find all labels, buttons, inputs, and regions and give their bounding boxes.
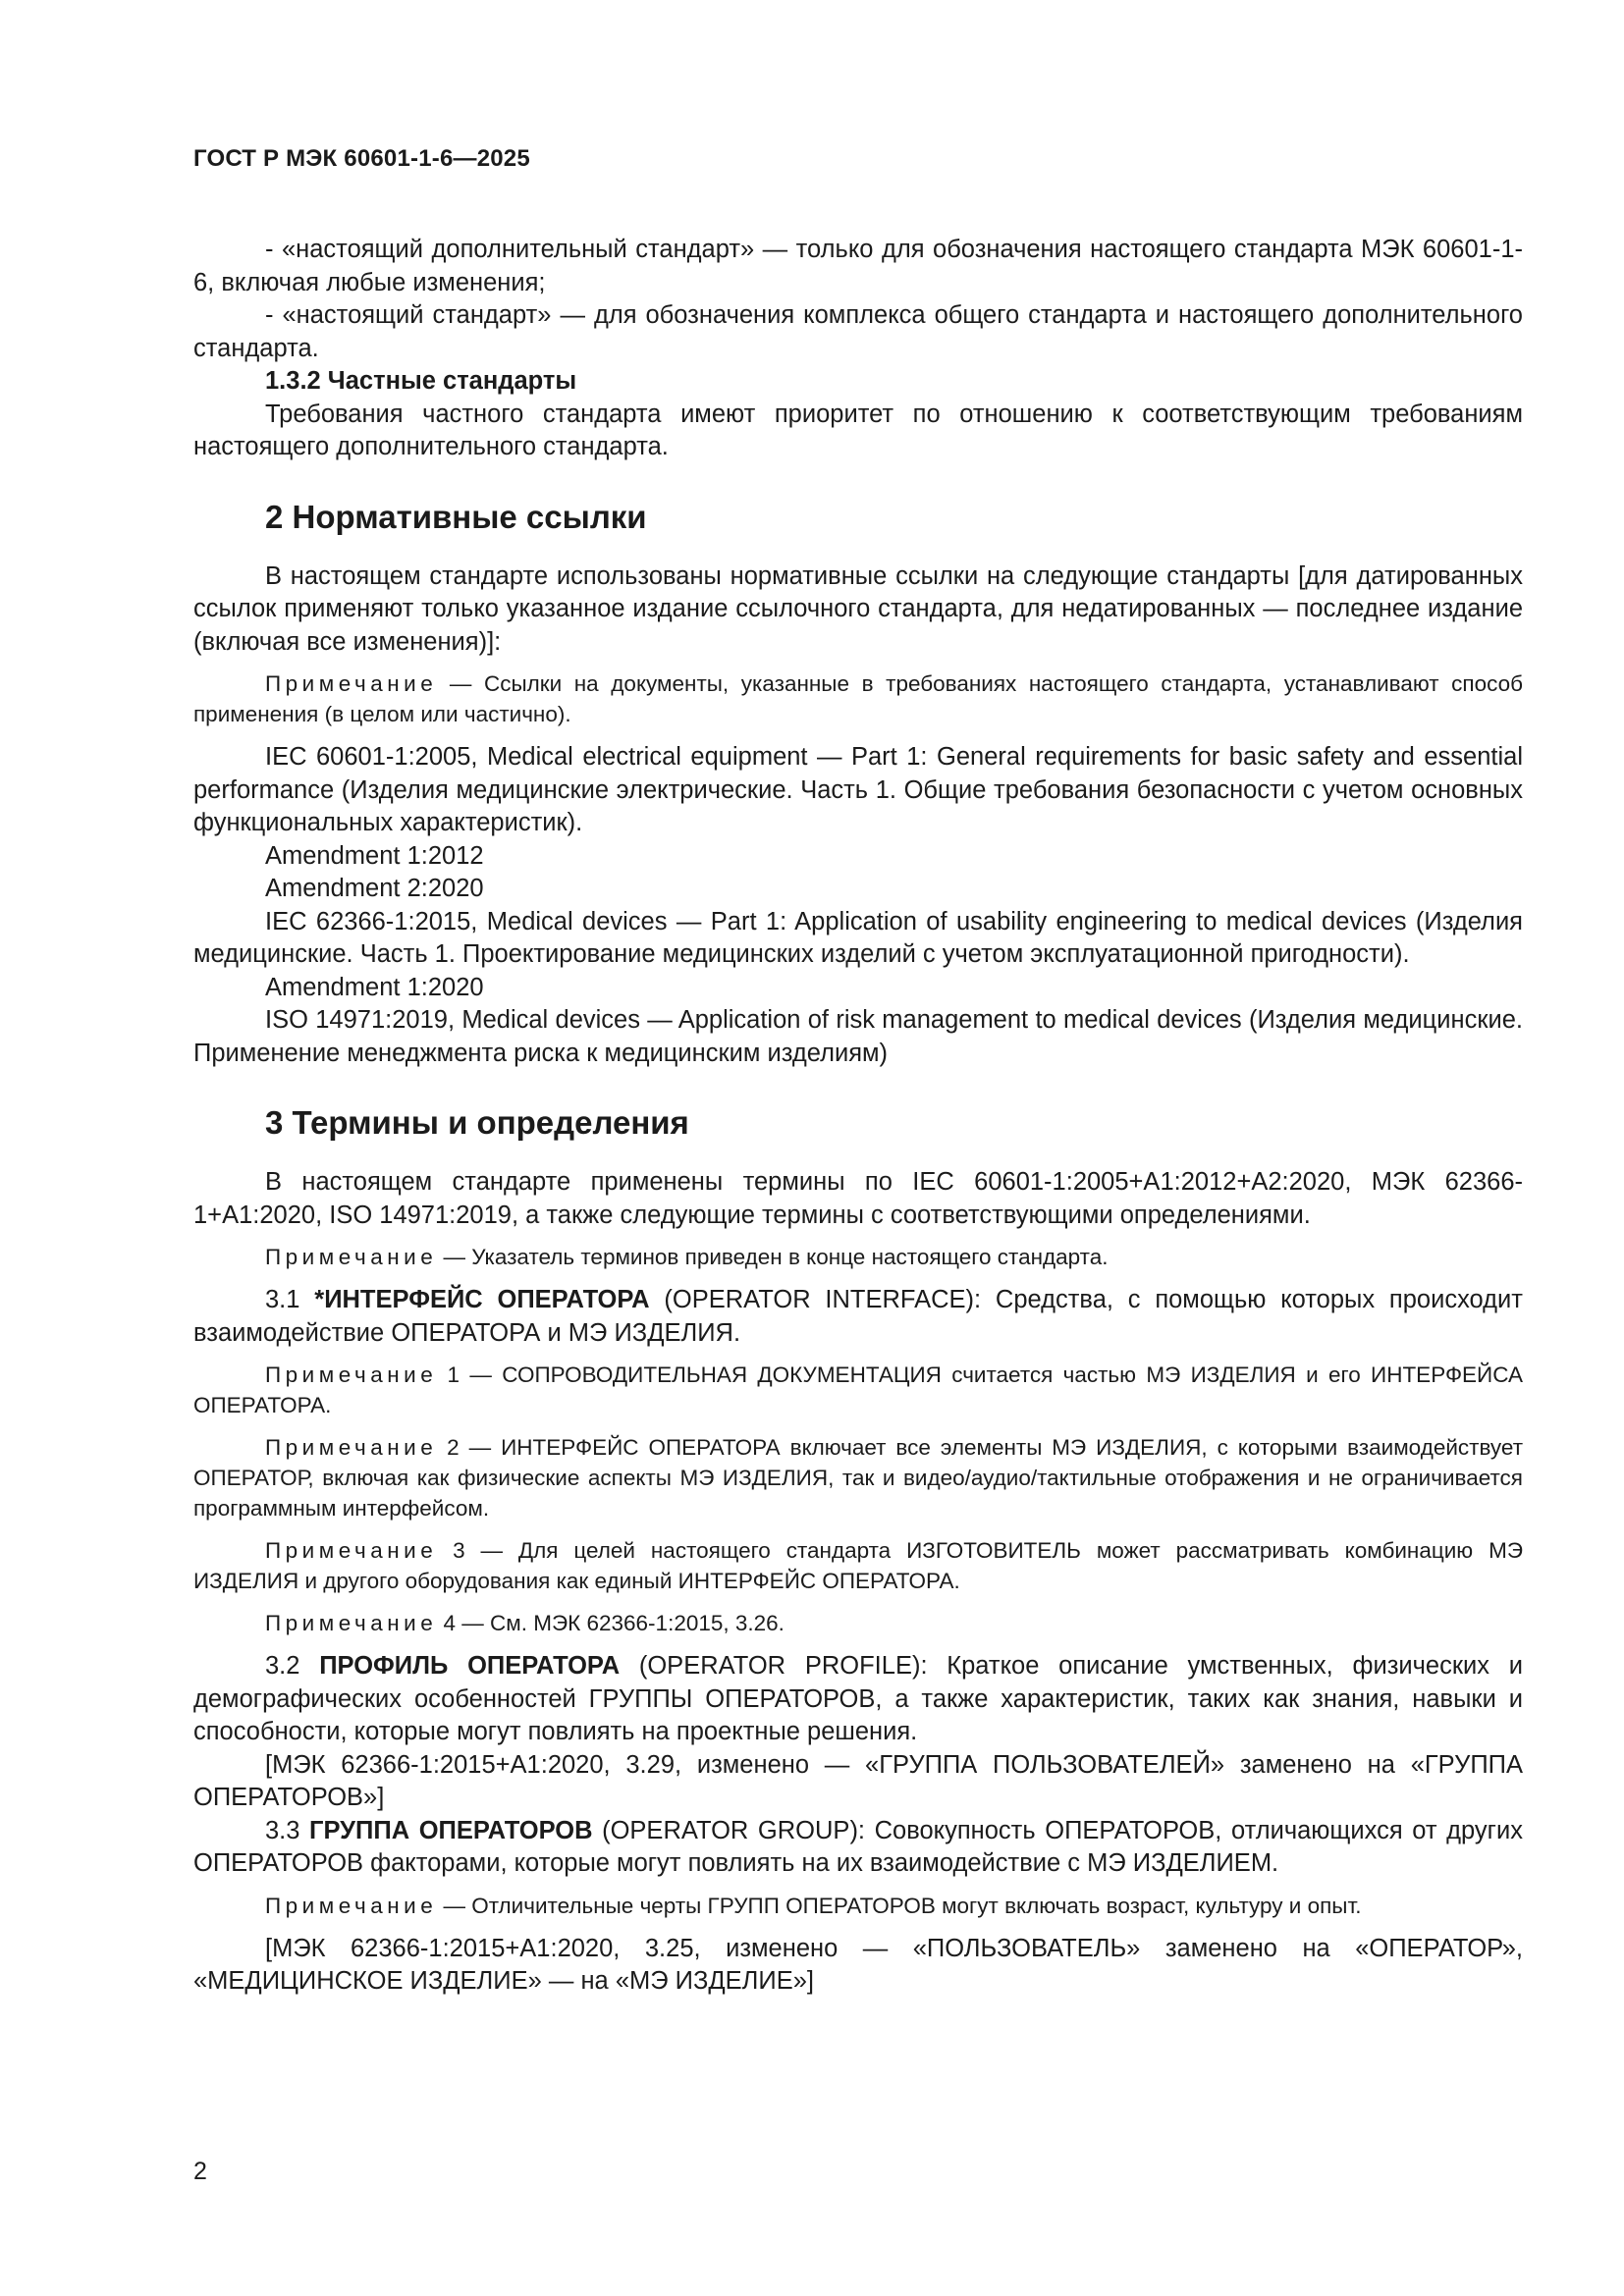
intro-item-2: - «настоящий стандарт» — для обозначения комплекса общего стандарта и настоящего дополнительного стандарта. (193, 301, 1523, 362)
note-text: 2 — ИНТЕРФЕЙС ОПЕРАТОРА включает все элементы МЭ ИЗДЕЛИЯ, с которыми взаимодействует ОПЕРАТОР, включая как физические аспекты МЭ ИЗДЕЛИЯ, так и видео/аудио/тактильные отображения и не ограничивается программным интерфейсом. (193, 1435, 1523, 1521)
note (193, 1608, 1523, 1638)
note (193, 1242, 1523, 1272)
document-page (193, 145, 1523, 1999)
term-name: ГРУППА ОПЕРАТОРОВ (309, 1816, 593, 1844)
term-source: [МЭК 62366-1:2015+A1:2020, 3.29, изменено — «ГРУППА ПОЛЬЗОВАТЕЛЕЙ» заменено на «ГРУППА ОПЕРАТОРОВ»] (193, 1750, 1523, 1811)
note-text: — Ссылки на документы, указанные в требованиях настоящего стандарта, устанавливают способ применения (в целом или частично). (193, 671, 1523, 726)
note-label: Примечание (265, 1538, 438, 1563)
note-label: Примечание (265, 1362, 438, 1387)
note-label: Примечание (265, 1893, 438, 1918)
section-2-intro: В настоящем стандарте использованы нормативные ссылки на следующие стандарты [для датированных ссылок применяют только указанное издание ссылочного стандарта, для недатированных — последнее издание (включая все изменения)]: (193, 561, 1523, 656)
term-name: ПРОФИЛЬ ОПЕРАТОРА (319, 1652, 621, 1680)
reference-amendment: Amendment 2:2020 (265, 875, 484, 902)
reference-amendment: Amendment 1:2020 (265, 973, 484, 1001)
term-number: 3.2 (265, 1652, 320, 1680)
note-label: Примечание (265, 1435, 438, 1460)
note-text: — Отличительные черты ГРУПП ОПЕРАТОРОВ могут включать возраст, культуру и опыт. (437, 1893, 1362, 1918)
term-3-3 (193, 1815, 1523, 1881)
note (193, 668, 1523, 729)
note-text: 1 — СОПРОВОДИТЕЛЬНАЯ ДОКУМЕНТАЦИЯ считается частью МЭ ИЗДЕЛИЯ и его ИНТЕРФЕЙСА ОПЕРАТОРА. (193, 1362, 1523, 1417)
term-3-2 (193, 1650, 1523, 1749)
note-label: Примечание (265, 671, 438, 696)
term-definition: (OPERATOR INTERFACE): Средства, с помощью которых происходит взаимодействие ОПЕРАТОРА и МЭ ИЗДЕЛИЯ. (193, 1286, 1523, 1347)
section-title-3: 3 Термины и определения (265, 1104, 689, 1141)
section-title-2: 2 Нормативные ссылки (265, 498, 647, 535)
term-number: 3.3 (265, 1816, 310, 1844)
note-text: 3 — Для целей настоящего стандарта ИЗГОТОВИТЕЛЬ может рассматривать комбинацию МЭ ИЗДЕЛИЯ и другого оборудования как единый ИНТЕРФЕЙС ОПЕРАТОРА. (193, 1538, 1523, 1593)
note-label: Примечание (265, 1245, 438, 1269)
note-text: 4 — См. МЭК 62366-1:2015, 3.26. (437, 1611, 785, 1635)
note (193, 1360, 1523, 1420)
note-label: Примечание (265, 1611, 438, 1635)
document-header: ГОСТ Р МЭК 60601-1-6—2025 (193, 145, 530, 172)
subsection-text-1-3-2: Требования частного стандарта имеют приоритет по отношению к соответствующим требованиям настоящего дополнительного стандарта. (193, 400, 1523, 460)
reference-iec-62366-1: IEC 62366-1:2015, Medical devices — Part 1: Application of usability engineering to medical devices (Изделия медицинские. Часть 1. Проектирование медицинских изделий с учетом эксплуатационной пригодности). (193, 907, 1523, 968)
note (193, 1432, 1523, 1523)
note-text: — Указатель терминов приведен в конце настоящего стандарта. (437, 1245, 1109, 1269)
reference-amendment: Amendment 1:2012 (265, 841, 484, 870)
note (193, 1535, 1523, 1596)
term-definition: (OPERATOR PROFILE): Краткое описание умственных, физических и демографических особенностей ГРУППЫ ОПЕРАТОРОВ, а также характеристик, таких как знания, навыки и способности, которые могут повлиять на проектные решения. (193, 1652, 1523, 1745)
term-name: *ИНТЕРФЕЙС ОПЕРАТОРА (314, 1286, 650, 1313)
term-number: 3.1 (265, 1286, 315, 1313)
section-3-intro: В настоящем стандарте применены термины по IEC 60601-1:2005+A1:2012+A2:2020, МЭК 62366-1+A1:2020, ISO 14971:2019, а также следующие термины с соответствующими определениями. (193, 1168, 1523, 1229)
page-number: 2 (193, 2158, 207, 2185)
reference-iso-14971: ISO 14971:2019, Medical devices — Application of risk management to medical devices (Изделия медицинские. Применение менеджмента риска к медицинским изделиям) (193, 1006, 1523, 1067)
term-definition: (OPERATOR GROUP): Совокупность ОПЕРАТОРОВ, отличающихся от других ОПЕРАТОРОВ факторами, которые могут повлиять на их взаимодействие с МЭ ИЗДЕЛИЕМ. (193, 1816, 1523, 1877)
subsection-title-1-3-2: 1.3.2 Частные стандарты (265, 367, 577, 395)
term-source: [МЭК 62366-1:2015+A1:2020, 3.25, изменено — «ПОЛЬЗОВАТЕЛЬ» заменено на «ОПЕРАТОР», «МЕДИЦИНСКОЕ ИЗДЕЛИЕ» — на «МЭ ИЗДЕЛИЕ»] (193, 1934, 1523, 1995)
reference-iec-60601-1: IEC 60601-1:2005, Medical electrical equipment — Part 1: General requirements for basic safety and essential performance (Изделия медицинские электрические. Часть 1. Общие требования безопасности с учетом основных функциональных характеристик). (193, 743, 1523, 836)
term-3-1 (193, 1284, 1523, 1350)
intro-item-1: - «настоящий дополнительный стандарт» — только для обозначения настоящего стандарта МЭК 60601-1-6, включая любые изменения; (193, 236, 1523, 296)
note (193, 1891, 1523, 1921)
